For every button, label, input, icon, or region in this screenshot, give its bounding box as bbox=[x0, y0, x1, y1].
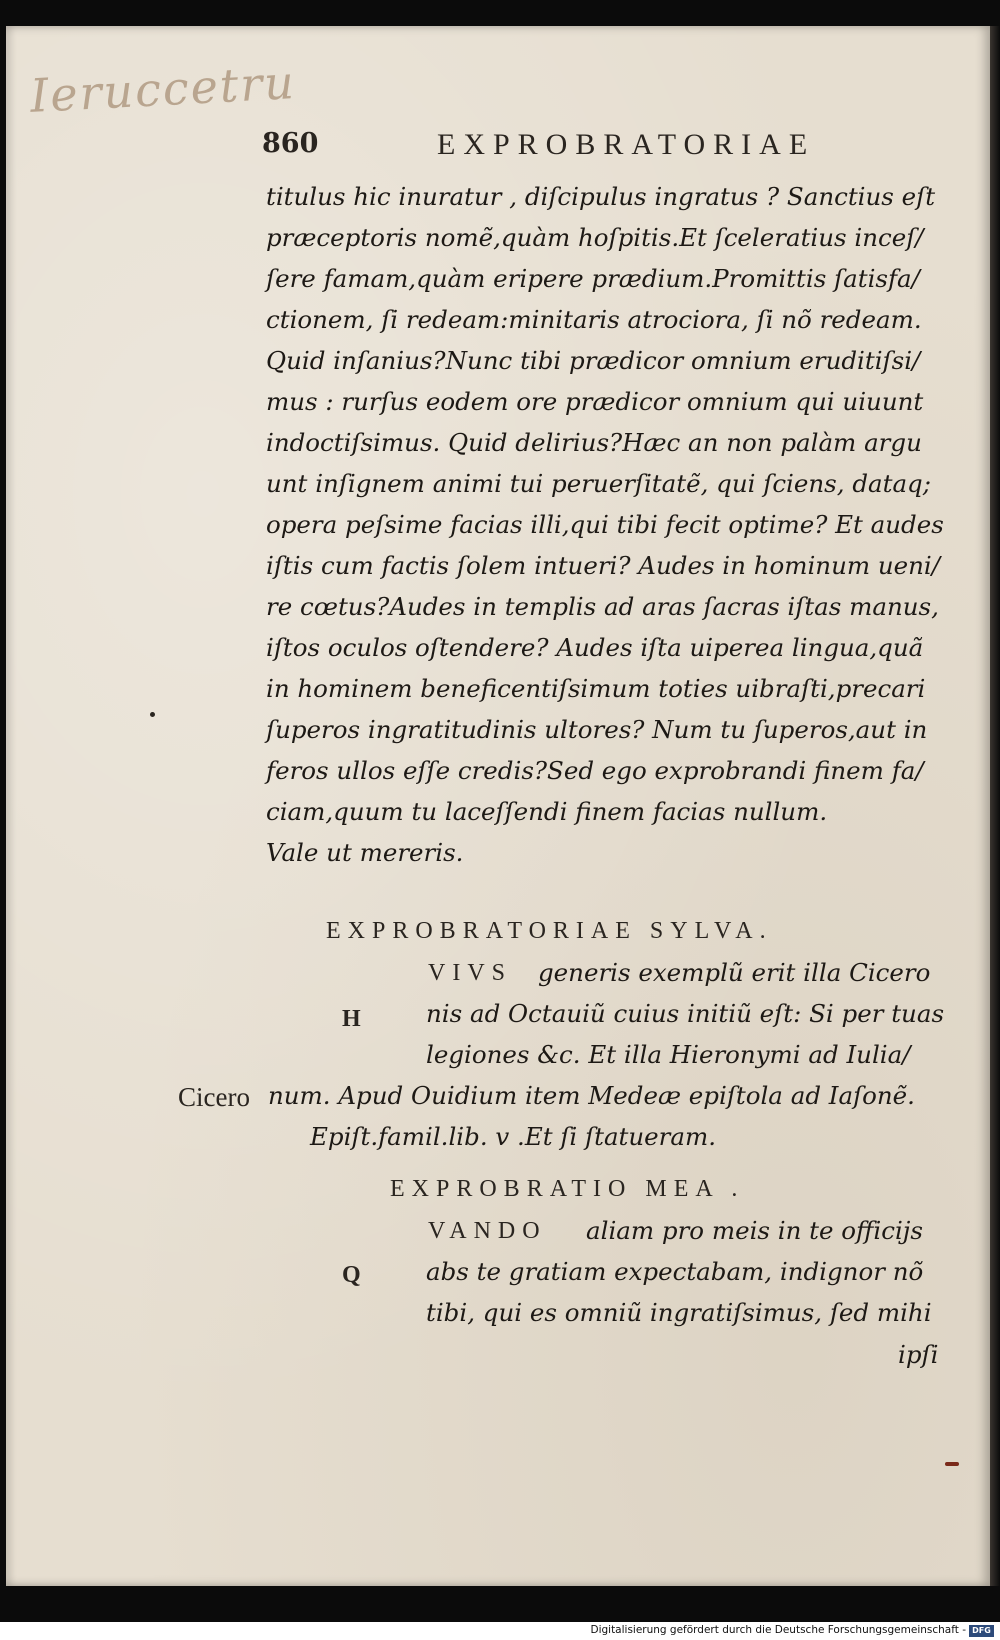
text-line: legiones &c. Et illa Hieronymi ad Iulia/ bbox=[426, 1040, 911, 1069]
lead-capitals: VIVS bbox=[428, 960, 513, 986]
text-line: ſere famam,quàm eripere prædium.Promittis ſatisfa/ bbox=[266, 264, 920, 293]
text-line: ciam,quum tu laceſſendi finem facias nullum. bbox=[266, 797, 828, 826]
text-line: Vale ut mereris. bbox=[266, 838, 464, 867]
text-line: iſtis cum factis ſolem intueri? Audes in hominum ueni/ bbox=[266, 551, 941, 580]
text-line: indoctiſsimus. Quid delirius?Hæc an non palàm argu bbox=[266, 428, 922, 457]
page-header bbox=[262, 128, 840, 168]
section-heading: EXPROBRATIO MEA . bbox=[390, 1176, 745, 1202]
text-line: unt inſignem animi tui peruerſitatẽ, qui ſciens, dataq; bbox=[266, 469, 931, 498]
text-line: re cœtus?Audes in templis ad aras ſacras iſtas manus, bbox=[266, 592, 939, 621]
text-line: mus : rurſus eodem ore prædicor omnium qui uiuunt bbox=[266, 387, 924, 416]
ink-speck bbox=[945, 1462, 959, 1466]
margin-note-cicero: Cicero bbox=[178, 1082, 250, 1112]
ink-speck bbox=[150, 712, 155, 717]
text-line: feros ullos eſſe credis?Sed ego exprobrandi finem fa/ bbox=[266, 756, 924, 785]
page-edge-shadow bbox=[990, 26, 1000, 1586]
text-line: nis ad Octauiũ cuius initiũ eſt: Si per tuas bbox=[426, 999, 945, 1028]
text-line: opera peſsime facias illi,qui tibi fecit optime? Et audes bbox=[266, 510, 944, 539]
handwritten-margin-note: Ieruccetru bbox=[28, 55, 298, 123]
text-line: num. Apud Ouidium item Medeæ epiſtola ad Iaſonẽ. bbox=[268, 1081, 915, 1110]
text-line: ſuperos ingratitudinis ultores? Num tu ſuperos,aut in bbox=[266, 715, 928, 744]
funding-credit: Digitalisierung gefördert durch die Deutsche Forschungsgemeinschaft - bbox=[590, 1624, 966, 1636]
text-line: tibi, qui es omniũ ingratiſsimus, ſed mihi bbox=[426, 1298, 932, 1327]
text-line: iſtos oculos oſtendere? Audes iſta uiperea lingua,quã bbox=[266, 633, 924, 662]
section-heading: EXPROBRATORIAE SYLVA. bbox=[326, 918, 773, 944]
text-line: abs te gratiam expectabam, indignor nõ bbox=[426, 1257, 924, 1286]
digitization-footer bbox=[0, 1622, 1000, 1640]
lead-capitals: VANDO bbox=[428, 1218, 547, 1244]
text-line: Epiſt.famil.lib. v .Et ſi ſtatueram. bbox=[310, 1122, 717, 1151]
text-line: generis exemplũ erit illa Cicero bbox=[538, 958, 931, 987]
text-line: Quid inſanius?Nunc tibi prædicor omnium eruditiſsi/ bbox=[266, 346, 921, 375]
initial-letter: H bbox=[342, 1006, 361, 1032]
dfg-logo-icon: DFG bbox=[969, 1625, 994, 1637]
text-line: aliam pro meis in te officijs bbox=[586, 1216, 923, 1245]
text-line: præceptoris nomẽ,quàm hoſpitis.Et ſceleratius inceſ/ bbox=[266, 223, 924, 252]
catchword: ipſi bbox=[898, 1340, 939, 1369]
initial-letter: Q bbox=[342, 1262, 361, 1288]
page-number: 860 bbox=[262, 128, 319, 159]
text-line: ctionem, ſi redeam:minitaris atrociora, ſi nõ redeam. bbox=[266, 305, 922, 334]
text-line: titulus hic inuratur , diſcipulus ingratus ? Sanctius eſt bbox=[266, 182, 936, 211]
running-head: EXPROBRATORIAE bbox=[437, 128, 816, 161]
text-line: in hominem beneficentiſsimum toties uibraſti,precari bbox=[266, 674, 926, 703]
